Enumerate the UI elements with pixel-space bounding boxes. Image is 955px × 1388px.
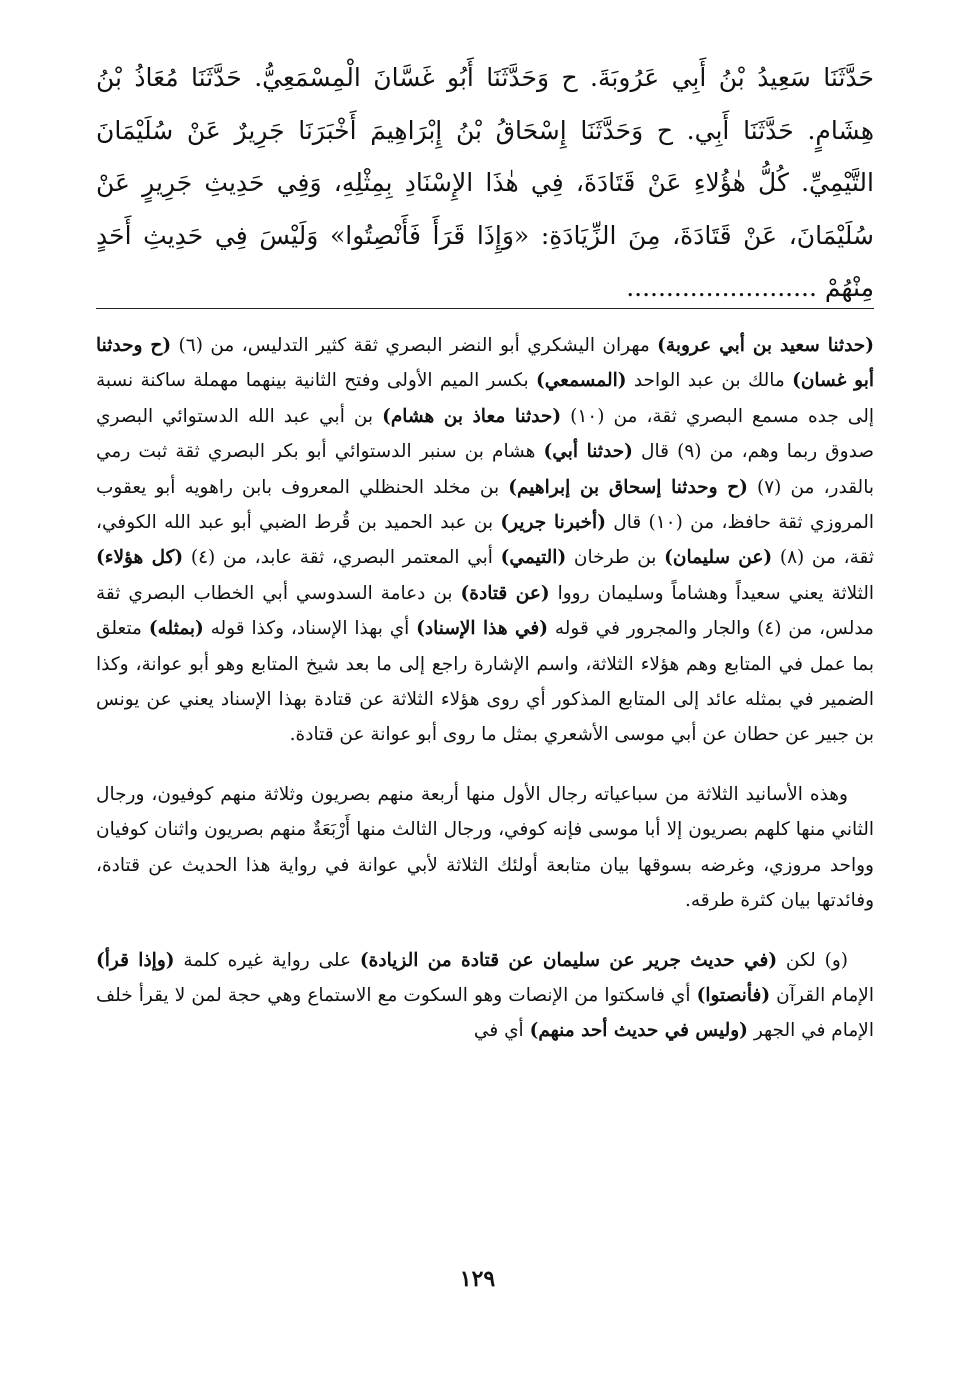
narrator-term: (ح وحدثنا أبو غسان): [96, 335, 874, 392]
narrator-term: (وليس في حديث أحد منهم): [529, 1020, 748, 1042]
narrator-term: (حدثنا معاذ بن هشام): [382, 405, 562, 427]
commentary: [96, 328, 874, 1049]
commentary-text: مالك بن عبد الواحد: [626, 370, 793, 392]
narrator-term: (التيمي): [500, 547, 567, 569]
commentary-text: مهران اليشكري أبو النضر البصري ثقة كثير التدليس، من (٦): [171, 335, 658, 356]
commentary-text: أي فاسكتوا من الإنصات وهو السكوت مع الاستماع وهي حجة لمن لا يقرأ خلف الإمام في الجهر: [96, 984, 874, 1042]
commentary-text: بن عبد الحميد بن قُرط الضبي أبو عبد الله الكوفي، ثقة، من (٨): [96, 512, 874, 569]
narrator-term: (ح وحدثنا إسحاق بن إبراهيم): [508, 476, 748, 498]
narrator-term: (المسمعي): [535, 370, 627, 392]
commentary-paragraph-3: [96, 943, 874, 1049]
narrator-term: (حدثنا أبي): [543, 441, 633, 463]
commentary-text: على رواية غيره كلمة: [174, 949, 360, 971]
narrator-term: (عن قتادة): [460, 582, 550, 604]
narrator-term: (أخبرنا جرير): [500, 512, 606, 534]
narrator-term: (كل هؤلاء): [96, 547, 184, 569]
commentary-text: بن دعامة السدوسي أبي الخطاب البصري ثقة مدلس، من (٤) والجار والمجرور في قوله: [96, 582, 874, 640]
commentary-text: أبي المعتمر البصري، ثقة عابد، من (٤): [183, 547, 501, 569]
hadith-line-1: حَدَّثَنَا سَعِيدُ بْنُ أَبِي عَرُوبَةَ. ح وَحَدَّثَنَا أَبُو غَسَّانَ الْمِسْمَعِيُّ. حَدَّثَنَا مُعَاذُ بْنُ هِشَامٍ.: [96, 63, 874, 145]
commentary-paragraph-2: وهذه الأسانيد الثلاثة من سباعياته رجال الأول منها أربعة منهم بصريون وثلاثة منهم كوفيون، ورجال الثاني منها كلهم بصريون إلا أبا موسى فإنه كوفي، ورجال الثالث منها أَرْبَعَةٌ منهم بصريون واثنان كوفيان وواحد مروزي، وغرضه بسوقها بيان متابعة أولئك الثلاثة لأبي عوانة في رواية هذا الحديث عن قتادة، وفائدتها بيان كثرة طرقه.: [96, 783, 874, 912]
commentary-text: الثلاثة يعني سعيداً وهشاماً وسليمان رووا: [549, 582, 875, 604]
narrator-term: (فأنصتوا): [696, 984, 771, 1006]
narrator-term: (في هذا الإسناد): [416, 618, 549, 640]
commentary-text: بن مخلد الحنظلي المعروف بابن راهويه أبو يعقوب المروزي ثقة حافظ، من (١٠) قال: [96, 476, 874, 534]
narrator-term: (حدثنا سعيد بن أبي عروبة): [657, 335, 874, 356]
commentary-text: (و) لكن: [777, 949, 848, 971]
commentary-text: هشام بن سنبر الدستوائي أبو بكر البصري ثقة ثبت رمي بالقدر، من (٧): [96, 441, 874, 498]
hadith-text: [96, 52, 874, 315]
hadith-line-2: حَدَّثَنَا أَبِي. ح وَحَدَّثَنَا إِسْحَاقُ بْنُ إِبْرَاهِيمَ أَخْبَرَنَا جَرِيرٌ عَنْ سُلَيْمَانَ التَّيْمِيِّ. كُلُّ: [96, 115, 874, 197]
commentary-text: أي في: [473, 1020, 530, 1042]
commentary-paragraph-1: [96, 328, 874, 753]
narrator-term: (في حديث جرير عن سليمان عن قتادة من الزيادة): [359, 949, 778, 971]
hadith-continuation-dots: ........................: [626, 273, 817, 302]
hadith-line-4: مِنَ الزِّيَادَةِ: «وَإِذَا قَرَأَ فَأَنْصِتُوا» وَلَيْسَ فِي حَدِيثِ أَحَدٍ مِنْهُمْ: [96, 220, 874, 302]
narrator-term: (عن سليمان): [664, 547, 773, 569]
page-number: ١٢٩: [459, 1266, 496, 1292]
commentary-text: متعلق بما عمل في المتابع وهم هؤلاء الثلاثة، واسم الإشارة راجع إلى ما بعد شيخ المتابع وهو أبو عوانة، وكذا الضمير في بمثله عائد إلى المتابع المذكور أي روى هؤلاء الثلاثة عن قتادة بهذا الإسناد يعني عن يونس بن جبير عن حطان عن أبي موسى الأشعري بمثل ما روى أبو عوانة عن قتادة.: [96, 618, 874, 746]
narrator-term: (بمثله): [148, 618, 204, 640]
narrator-term: (وإذا قرأ): [96, 949, 175, 971]
hadith-line-3: هٰؤُلاءِ عَنْ قَتَادَةَ، فِي هٰذَا الإِسْنَادِ بِمِثْلِهِ، وَفِي حَدِيثِ جَرِيرٍ عَنْ سُلَيْمَانَ، عَنْ قَتَادَةَ،: [96, 168, 874, 250]
commentary-text: بكسر الميم الأولى وفتح الثانية بينهما مهملة ساكنة نسبة إلى جده مسمع البصري ثقة، من (١٠): [96, 370, 874, 427]
footnote-divider: [96, 308, 874, 309]
commentary-text: أي بهذا الإسناد، وكذا قوله: [203, 618, 417, 640]
commentary-text: بن أبي عبد الله الدستوائي البصري صدوق ربما وهم، من (٩) قال: [96, 405, 875, 463]
commentary-text: بن طرخان: [566, 547, 665, 569]
commentary-text: الإمام القرآن: [770, 984, 874, 1006]
